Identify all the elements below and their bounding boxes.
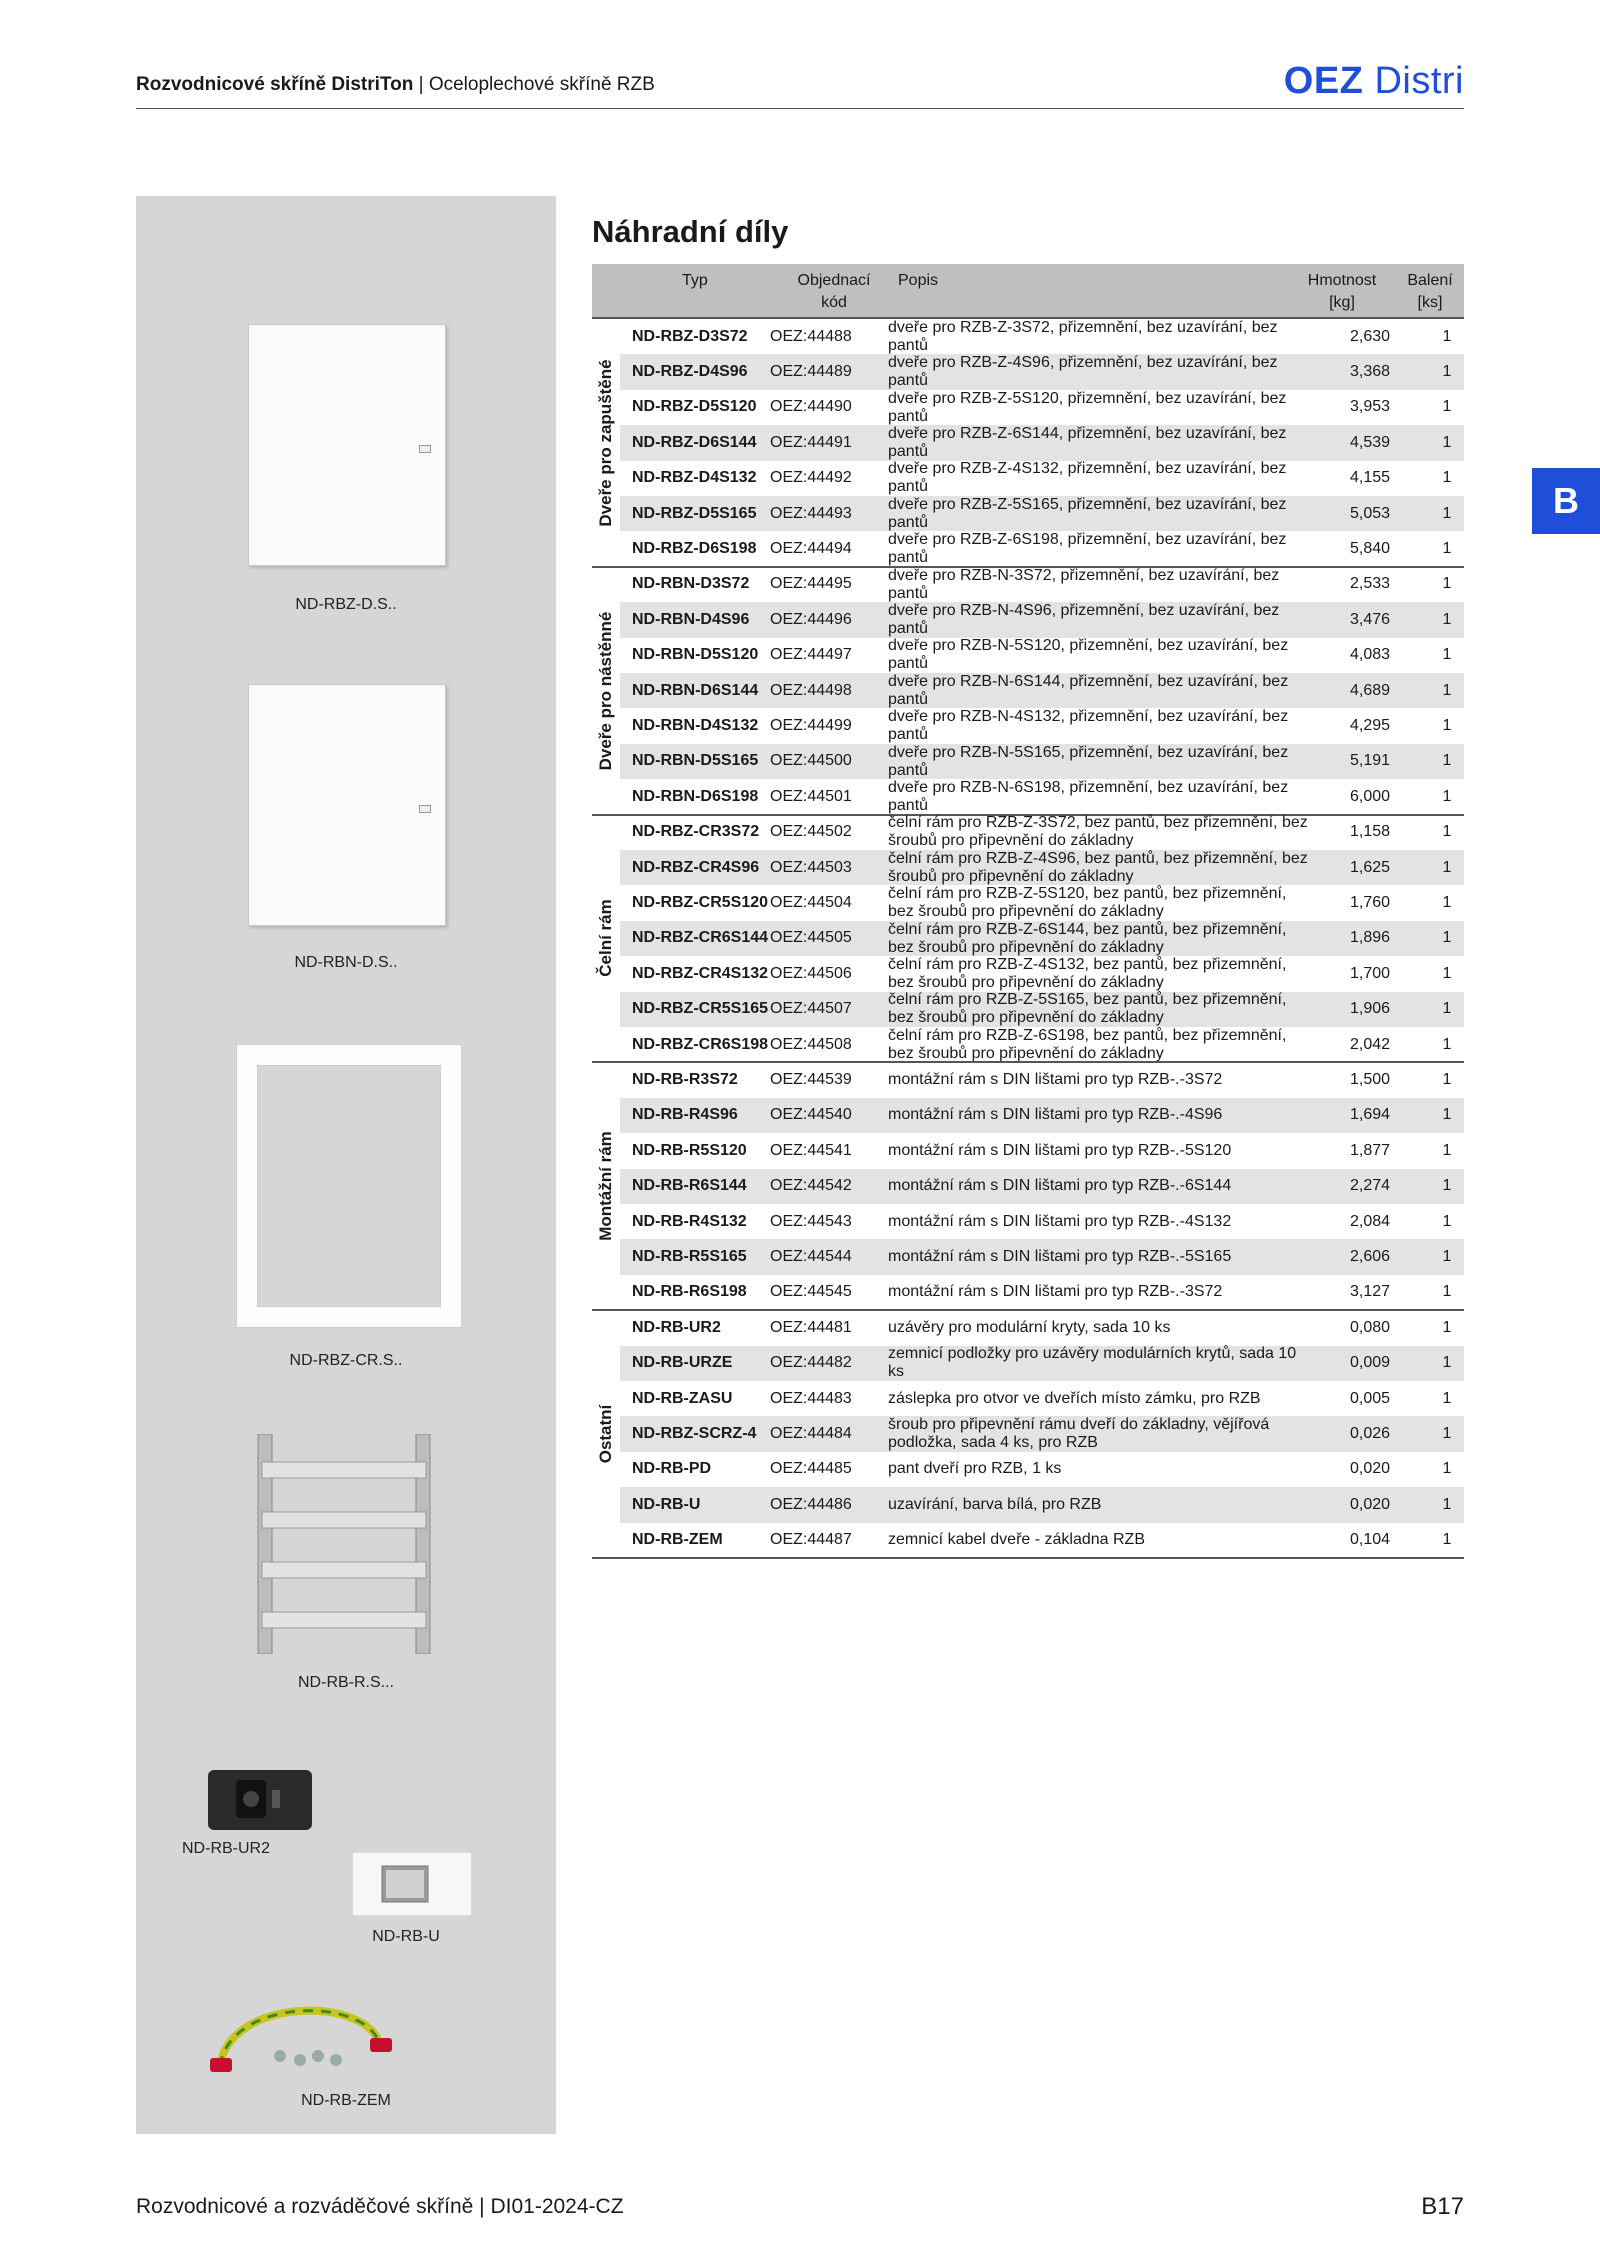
cell-kod: OEZ:44489 — [770, 363, 852, 381]
cell-popis: montážní rám s DIN lištami pro typ RZB-.-4S96 — [888, 1106, 1223, 1124]
cell-hmotnost: 3,953 — [1349, 398, 1391, 416]
cell-popis: zemnicí podložky pro uzávěry modulárních krytů, sada 10 ks — [888, 1345, 1297, 1381]
door-lock-icon — [419, 445, 431, 453]
spare-parts-table — [592, 264, 1464, 1549]
door-surface-label: ND-RBN-D.S.. — [294, 954, 398, 971]
module-cover-lock-image — [208, 1764, 312, 1836]
cell-popis: montážní rám s DIN lištami pro typ RZB-.-3S72 — [888, 1283, 1223, 1301]
mounting-frame-image — [254, 1434, 434, 1654]
cell-baleni: 1 — [1442, 1531, 1452, 1549]
cell-kod: OEZ:44498 — [770, 681, 852, 699]
cell-kod: OEZ:44504 — [770, 894, 852, 912]
table-row — [620, 1239, 1464, 1274]
cell-typ: ND-RB-R3S72 — [632, 1071, 738, 1089]
chapter-tab: B — [1532, 468, 1600, 534]
earthing-cable-image — [200, 1986, 400, 2086]
cell-kod: OEZ:44482 — [770, 1354, 852, 1372]
cell-hmotnost: 4,295 — [1349, 717, 1391, 735]
cell-typ: ND-RB-URZE — [632, 1354, 733, 1372]
group-label-text: Montážní rám — [596, 1131, 615, 1242]
breadcrumb-separator: | — [418, 74, 424, 95]
cell-kod: OEZ:44495 — [770, 575, 852, 593]
cell-kod: OEZ:44543 — [770, 1212, 852, 1230]
table-row — [620, 638, 1464, 673]
earthing-cable-label: ND-RB-ZEM — [301, 2092, 391, 2109]
cell-kod: OEZ:44493 — [770, 504, 852, 522]
cell-hmotnost: 0,026 — [1349, 1425, 1391, 1443]
table-row — [620, 1275, 1464, 1310]
front-frame-image — [236, 1044, 462, 1328]
header-bal-line1: Balení — [1407, 272, 1453, 289]
cell-baleni: 1 — [1442, 433, 1452, 451]
header-rule — [136, 108, 1464, 109]
cell-typ: ND-RBZ-CR5S165 — [632, 1000, 769, 1018]
cell-popis: dveře pro RZB-Z-4S96, přizemnění, bez uzavírání, bez pantů — [888, 354, 1278, 390]
cell-kod: OEZ:44503 — [770, 858, 852, 876]
cell-typ: ND-RBZ-D5S120 — [632, 398, 757, 416]
cell-typ: ND-RBZ-CR6S144 — [632, 929, 769, 947]
cell-hmotnost: 5,840 — [1349, 540, 1391, 558]
door-flush-image — [248, 324, 446, 566]
cell-typ: ND-RBZ-CR6S198 — [632, 1035, 769, 1053]
door-lock-icon — [419, 805, 431, 813]
table-row — [620, 602, 1464, 637]
header-hm-line2: [kg] — [1329, 294, 1355, 311]
cell-popis: čelní rám pro RZB-Z-5S120, bez pantů, bez přizemnění, bez šroubů pro připevnění do základny — [888, 885, 1287, 921]
cell-hmotnost: 0,005 — [1349, 1389, 1391, 1407]
header-kod — [784, 270, 884, 314]
cell-popis: dveře pro RZB-N-6S144, přizemnění, bez uzavírání, bez pantů — [888, 672, 1289, 708]
table-row — [620, 921, 1464, 956]
cell-typ: ND-RBZ-CR3S72 — [632, 823, 760, 841]
cell-baleni: 1 — [1442, 1283, 1452, 1301]
oez-distri-logo — [1284, 60, 1464, 103]
table-row — [620, 1452, 1464, 1487]
table-row — [620, 531, 1464, 566]
cell-hmotnost: 0,080 — [1349, 1318, 1391, 1336]
cell-hmotnost: 4,155 — [1349, 469, 1391, 487]
cell-baleni: 1 — [1442, 1000, 1452, 1018]
logo-brand: OEZ — [1283, 60, 1364, 102]
table-row — [620, 1169, 1464, 1204]
cell-hmotnost: 2,084 — [1349, 1212, 1391, 1230]
cell-typ: ND-RBN-D5S120 — [632, 646, 759, 664]
cell-baleni: 1 — [1442, 504, 1452, 522]
cell-popis: dveře pro RZB-Z-5S120, přizemnění, bez uzavírání, bez pantů — [888, 389, 1287, 425]
door-flush-label: ND-RBZ-D.S.. — [295, 596, 397, 613]
cell-popis: dveře pro RZB-Z-5S165, přizemnění, bez uzavírání, bez pantů — [888, 495, 1287, 531]
group-label-text: Ostatní — [596, 1404, 615, 1464]
table-row — [620, 1098, 1464, 1133]
cell-kod: OEZ:44540 — [770, 1106, 852, 1124]
cell-popis: montážní rám s DIN lištami pro typ RZB-.-3S72 — [888, 1071, 1223, 1089]
table-row — [620, 567, 1464, 602]
door-surface-image — [248, 684, 446, 926]
group-label-text: Čelní rám — [596, 899, 615, 978]
header-typ: Typ — [682, 272, 708, 289]
table-row — [620, 673, 1464, 708]
header-kod-line1: Objednací — [797, 272, 871, 289]
cell-kod: OEZ:44545 — [770, 1283, 852, 1301]
cell-hmotnost: 4,539 — [1349, 433, 1391, 451]
table-row — [620, 354, 1464, 389]
front-frame-label: ND-RBZ-CR.S.. — [289, 1352, 403, 1369]
cell-typ: ND-RBN-D6S144 — [632, 681, 759, 699]
cell-popis: uzávěry pro modulární kryty, sada 10 ks — [888, 1318, 1171, 1336]
cell-baleni: 1 — [1442, 1212, 1452, 1230]
page-header — [136, 60, 1464, 110]
table-row — [620, 1416, 1464, 1451]
cell-baleni: 1 — [1442, 1071, 1452, 1089]
table-row — [620, 1133, 1464, 1168]
cell-hmotnost: 0,020 — [1349, 1495, 1391, 1513]
cell-popis: dveře pro RZB-Z-6S198, přizemnění, bez uzavírání, bez pantů — [888, 531, 1287, 567]
cell-popis: dveře pro RZB-Z-3S72, přizemnění, bez uzavírání, bez pantů — [888, 318, 1278, 354]
cell-kod: OEZ:44539 — [770, 1071, 852, 1089]
section-title: Náhradní díly — [592, 214, 789, 249]
table-row — [620, 1027, 1464, 1062]
cell-popis: čelní rám pro RZB-Z-3S72, bez pantů, bez přizemnění, bez šroubů pro připevnění do základny — [888, 814, 1308, 850]
footer-document: Rozvodnicové a rozváděčové skříně | DI01-2024-CZ — [136, 2195, 624, 2218]
cell-baleni: 1 — [1442, 1318, 1452, 1336]
table-row — [620, 1310, 1464, 1345]
cell-baleni: 1 — [1442, 610, 1452, 628]
cell-typ: ND-RBZ-D4S132 — [632, 469, 757, 487]
cell-baleni: 1 — [1442, 398, 1452, 416]
cell-popis: dveře pro RZB-Z-4S132, přizemnění, bez uzavírání, bez pantů — [888, 460, 1287, 496]
cell-hmotnost: 1,877 — [1349, 1141, 1391, 1159]
cell-popis: dveře pro RZB-N-3S72, přizemnění, bez uzavírání, bez pantů — [888, 566, 1280, 602]
cell-hmotnost: 1,625 — [1349, 858, 1391, 876]
table-row — [620, 744, 1464, 779]
cell-kod: OEZ:44491 — [770, 433, 852, 451]
header-popis: Popis — [898, 272, 939, 289]
cell-baleni: 1 — [1442, 1495, 1452, 1513]
cell-hmotnost: 1,700 — [1349, 964, 1391, 982]
cell-typ: ND-RB-U — [632, 1495, 701, 1513]
table-row — [620, 1346, 1464, 1381]
cell-kod: OEZ:44508 — [770, 1035, 852, 1053]
cell-baleni: 1 — [1442, 1035, 1452, 1053]
cell-popis: dveře pro RZB-N-4S132, přizemnění, bez uzavírání, bez pantů — [888, 708, 1289, 744]
cell-popis: čelní rám pro RZB-Z-4S96, bez pantů, bez přizemnění, bez šroubů pro připevnění do základny — [888, 849, 1308, 885]
cell-popis: montážní rám s DIN lištami pro typ RZB-.-5S120 — [888, 1141, 1232, 1159]
header-bal-line2: [ks] — [1417, 294, 1443, 311]
cell-baleni: 1 — [1442, 1248, 1452, 1266]
cell-popis: čelní rám pro RZB-Z-4S132, bez pantů, bez přizemnění, bez šroubů pro připevnění do základny — [888, 955, 1287, 991]
cell-popis: záslepka pro otvor ve dveřích místo zámku, pro RZB — [888, 1389, 1261, 1407]
header-hmotnost — [1272, 270, 1412, 314]
cell-hmotnost: 1,500 — [1349, 1071, 1391, 1089]
cell-kod: OEZ:44483 — [770, 1389, 852, 1407]
cell-kod: OEZ:44487 — [770, 1531, 852, 1549]
cell-baleni: 1 — [1442, 575, 1452, 593]
cell-hmotnost: 0,020 — [1349, 1460, 1391, 1478]
cell-typ: ND-RBZ-SCRZ-4 — [632, 1425, 757, 1443]
table-row — [620, 425, 1464, 460]
cell-popis: montážní rám s DIN lištami pro typ RZB-.-5S165 — [888, 1248, 1232, 1266]
table-row — [620, 390, 1464, 425]
group-label-text: Dveře pro nástěnné — [596, 611, 615, 771]
header-hm-line1: Hmotnost — [1307, 272, 1377, 289]
product-image-panel — [136, 196, 556, 2134]
cell-popis: čelní rám pro RZB-Z-6S198, bez pantů, bez přizemnění, bez šroubů pro připevnění do základny — [888, 1026, 1287, 1062]
table-row — [620, 1204, 1464, 1239]
cell-kod: OEZ:44500 — [770, 752, 852, 770]
cell-popis: dveře pro RZB-N-6S198, přizemnění, bez uzavírání, bez pantů — [888, 778, 1289, 814]
cell-baleni: 1 — [1442, 1389, 1452, 1407]
cell-hmotnost: 6,000 — [1349, 787, 1391, 805]
cell-baleni: 1 — [1442, 1354, 1452, 1372]
cell-kod: OEZ:44541 — [770, 1141, 852, 1159]
cell-hmotnost: 2,274 — [1349, 1177, 1391, 1195]
cell-popis: čelní rám pro RZB-Z-6S144, bez pantů, bez přizemnění, bez šroubů pro připevnění do základny — [888, 920, 1287, 956]
module-cover-lock-label: ND-RB-UR2 — [182, 1840, 270, 1857]
group-label — [592, 1062, 620, 1310]
cell-popis: čelní rám pro RZB-Z-5S165, bez pantů, bez přizemnění, bez šroubů pro připevnění do základny — [888, 991, 1287, 1027]
cell-typ: ND-RBN-D4S132 — [632, 717, 759, 735]
cell-baleni: 1 — [1442, 823, 1452, 841]
cell-typ: ND-RB-ZEM — [632, 1531, 723, 1549]
cell-baleni: 1 — [1442, 1425, 1452, 1443]
table-row — [620, 319, 1464, 354]
cell-kod: OEZ:44494 — [770, 540, 852, 558]
cell-baleni: 1 — [1442, 681, 1452, 699]
front-frame-opening — [257, 1065, 441, 1307]
group-label-text: Dveře pro zapuštěné — [596, 359, 615, 527]
cell-typ: ND-RBZ-D6S144 — [632, 433, 757, 451]
group-label — [592, 1310, 620, 1558]
cell-typ: ND-RB-R5S165 — [632, 1248, 747, 1266]
cell-kod: OEZ:44484 — [770, 1425, 852, 1443]
cell-hmotnost: 0,009 — [1349, 1354, 1391, 1372]
table-row — [620, 850, 1464, 885]
cell-baleni: 1 — [1442, 929, 1452, 947]
table-row — [620, 815, 1464, 850]
header-baleni — [1396, 270, 1464, 314]
cell-typ: ND-RBZ-CR5S120 — [632, 894, 769, 912]
cell-typ: ND-RBZ-D4S96 — [632, 363, 748, 381]
table-row — [620, 956, 1464, 991]
cell-typ: ND-RBZ-D3S72 — [632, 327, 748, 345]
cell-hmotnost: 0,104 — [1349, 1531, 1391, 1549]
cell-kod: OEZ:44542 — [770, 1177, 852, 1195]
cell-typ: ND-RB-PD — [632, 1460, 712, 1478]
cell-baleni: 1 — [1442, 787, 1452, 805]
group-label — [592, 319, 620, 567]
cell-hmotnost: 4,083 — [1349, 646, 1391, 664]
cell-kod: OEZ:44507 — [770, 1000, 852, 1018]
table-row — [620, 1523, 1464, 1558]
cell-kod: OEZ:44502 — [770, 823, 852, 841]
cell-popis: dveře pro RZB-N-5S120, přizemnění, bez uzavírání, bez pantů — [888, 637, 1289, 673]
cell-baleni: 1 — [1442, 1460, 1452, 1478]
cell-kod: OEZ:44497 — [770, 646, 852, 664]
cell-hmotnost: 4,689 — [1349, 681, 1391, 699]
cell-hmotnost: 5,053 — [1349, 504, 1391, 522]
cell-baleni: 1 — [1442, 1106, 1452, 1124]
cell-popis: dveře pro RZB-N-4S96, přizemnění, bez uzavírání, bez pantů — [888, 601, 1280, 637]
cell-baleni: 1 — [1442, 858, 1452, 876]
table-row — [620, 779, 1464, 814]
cell-popis: uzavírání, barva bílá, pro RZB — [888, 1495, 1102, 1513]
cell-kod: OEZ:44481 — [770, 1318, 852, 1336]
table-row — [620, 1062, 1464, 1097]
cell-typ: ND-RB-R5S120 — [632, 1141, 747, 1159]
cell-typ: ND-RBZ-CR4S132 — [632, 964, 769, 982]
cell-hmotnost: 2,630 — [1349, 327, 1391, 345]
cell-typ: ND-RBZ-CR4S96 — [632, 858, 760, 876]
cell-typ: ND-RBN-D4S96 — [632, 610, 750, 628]
cell-kod: OEZ:44486 — [770, 1495, 852, 1513]
cell-hmotnost: 1,896 — [1349, 929, 1391, 947]
table-bottom-rule — [592, 1557, 1464, 1559]
cell-popis: šroub pro připevnění rámu dveří do základny, vějířová podložka, sada 4 ks, pro RZB — [888, 1416, 1270, 1452]
cell-baleni: 1 — [1442, 327, 1452, 345]
cell-kod: OEZ:44490 — [770, 398, 852, 416]
cell-baleni: 1 — [1442, 540, 1452, 558]
cell-baleni: 1 — [1442, 964, 1452, 982]
cell-baleni: 1 — [1442, 1141, 1452, 1159]
breadcrumb-sub: Oceloplechové skříně RZB — [428, 74, 655, 95]
cell-kod: OEZ:44506 — [770, 964, 852, 982]
header-kod-line2: kód — [821, 294, 847, 311]
logo-product: Distri — [1374, 60, 1464, 102]
cell-typ: ND-RBN-D6S198 — [632, 787, 759, 805]
cell-typ: ND-RB-ZASU — [632, 1389, 733, 1407]
cell-typ: ND-RB-UR2 — [632, 1318, 721, 1336]
cell-popis: pant dveří pro RZB, 1 ks — [888, 1460, 1062, 1478]
cell-typ: ND-RBN-D3S72 — [632, 575, 750, 593]
cell-hmotnost: 1,760 — [1349, 894, 1391, 912]
lock-white-image — [352, 1852, 472, 1916]
cell-hmotnost: 1,694 — [1349, 1106, 1391, 1124]
cell-popis: montážní rám s DIN lištami pro typ RZB-.-6S144 — [888, 1177, 1232, 1195]
cell-typ: ND-RBZ-D5S165 — [632, 504, 757, 522]
cell-kod: OEZ:44492 — [770, 469, 852, 487]
cell-hmotnost: 5,191 — [1349, 752, 1391, 770]
cell-typ: ND-RBZ-D6S198 — [632, 540, 757, 558]
cell-baleni: 1 — [1442, 894, 1452, 912]
cell-hmotnost: 1,158 — [1349, 823, 1391, 841]
cell-hmotnost: 3,368 — [1349, 363, 1391, 381]
cell-hmotnost: 3,476 — [1349, 610, 1391, 628]
cell-popis: zemnicí kabel dveře - základna RZB — [888, 1531, 1145, 1549]
lock-white-label: ND-RB-U — [372, 1928, 440, 1945]
table-row — [620, 708, 1464, 743]
cell-hmotnost: 2,533 — [1349, 575, 1391, 593]
breadcrumb-main: Rozvodnicové skříně DistriTon — [136, 74, 414, 95]
cell-typ: ND-RB-R6S144 — [632, 1177, 747, 1195]
cell-hmotnost: 3,127 — [1349, 1283, 1391, 1301]
cell-popis: montážní rám s DIN lištami pro typ RZB-.-4S132 — [888, 1212, 1232, 1230]
group-label — [592, 815, 620, 1063]
cell-popis: dveře pro RZB-Z-6S144, přizemnění, bez uzavírání, bez pantů — [888, 424, 1287, 460]
table-row — [620, 885, 1464, 920]
cell-baleni: 1 — [1442, 646, 1452, 664]
table-row — [620, 496, 1464, 531]
page-number: B17 — [1421, 2193, 1464, 2220]
table-row — [620, 1487, 1464, 1522]
cell-kod: OEZ:44501 — [770, 787, 852, 805]
table-header — [592, 264, 1464, 319]
cell-kod: OEZ:44485 — [770, 1460, 852, 1478]
cell-hmotnost: 1,906 — [1349, 1000, 1391, 1018]
cell-kod: OEZ:44488 — [770, 327, 852, 345]
cell-typ: ND-RBN-D5S165 — [632, 752, 759, 770]
cell-hmotnost: 2,606 — [1349, 1248, 1391, 1266]
table-row — [620, 992, 1464, 1027]
cell-typ: ND-RB-R6S198 — [632, 1283, 747, 1301]
cell-baleni: 1 — [1442, 363, 1452, 381]
cell-baleni: 1 — [1442, 469, 1452, 487]
group-label — [592, 567, 620, 815]
cell-popis: dveře pro RZB-N-5S165, přizemnění, bez uzavírání, bez pantů — [888, 743, 1289, 779]
cell-baleni: 1 — [1442, 752, 1452, 770]
table-row — [620, 1381, 1464, 1416]
mounting-frame-label: ND-RB-R.S... — [298, 1674, 394, 1691]
cell-kod: OEZ:44544 — [770, 1248, 852, 1266]
cell-hmotnost: 2,042 — [1349, 1035, 1391, 1053]
table-row — [620, 461, 1464, 496]
cell-typ: ND-RB-R4S132 — [632, 1212, 747, 1230]
cell-kod: OEZ:44505 — [770, 929, 852, 947]
cell-typ: ND-RB-R4S96 — [632, 1106, 738, 1124]
cell-baleni: 1 — [1442, 1177, 1452, 1195]
breadcrumb — [136, 74, 655, 96]
cell-kod: OEZ:44496 — [770, 610, 852, 628]
cell-kod: OEZ:44499 — [770, 717, 852, 735]
cell-baleni: 1 — [1442, 717, 1452, 735]
